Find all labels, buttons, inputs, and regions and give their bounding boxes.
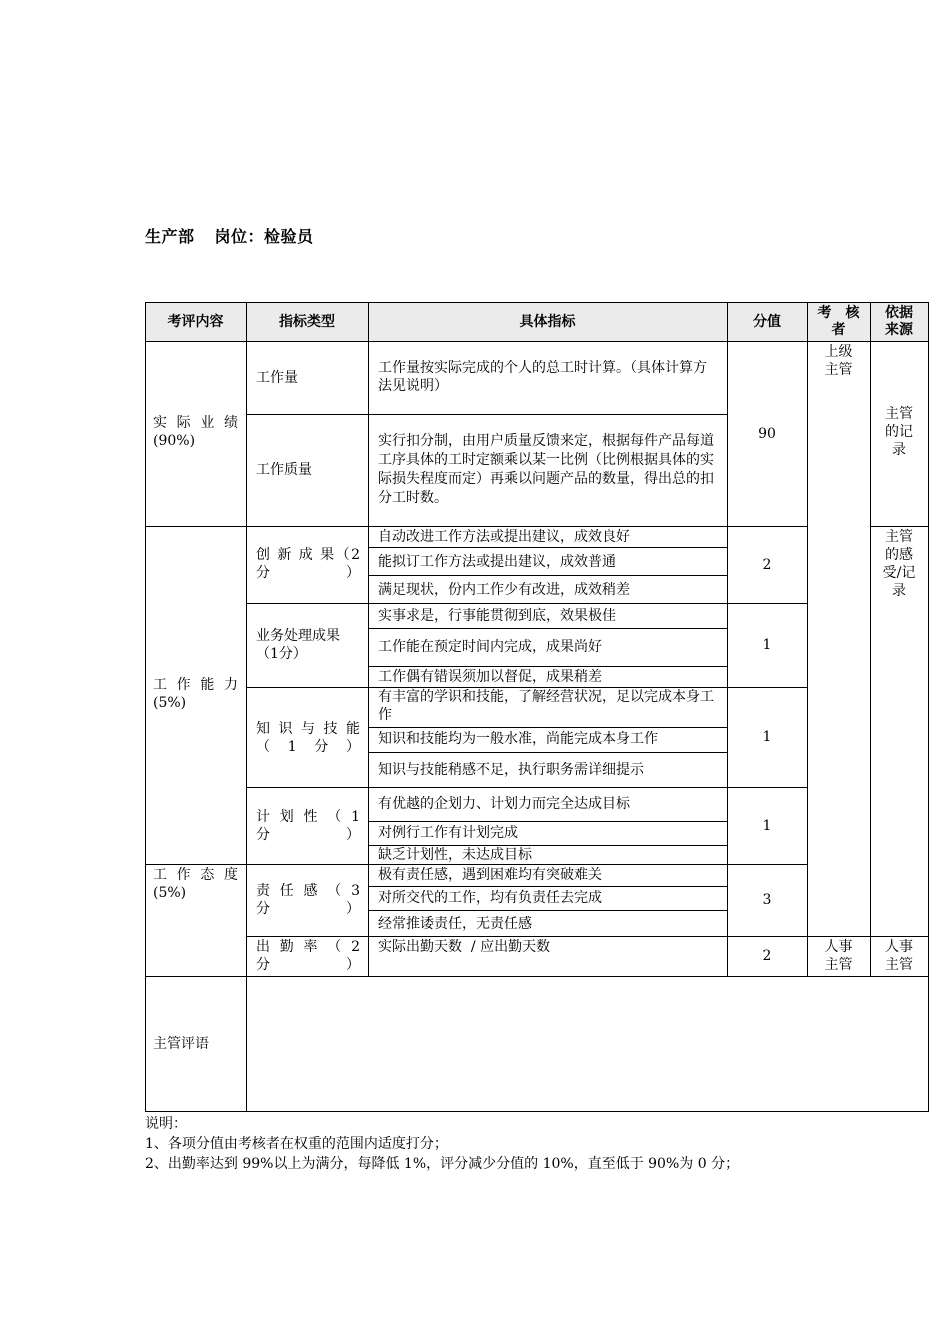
assessor-attendance: 人事主管	[824, 939, 853, 973]
grid-line	[246, 687, 807, 688]
basis-attendance: 人事主管	[885, 939, 913, 973]
grid-line	[145, 302, 146, 1112]
indicator-responsibility-2: 对所交代的工作，均有负责任去完成	[378, 890, 602, 906]
grid-line	[870, 302, 871, 976]
score-planning: 1	[762, 817, 772, 834]
grid-line	[368, 727, 727, 728]
indicator-workload: 工作量按实际完成的个人的总工时计算。（具体计算方法见说明）	[378, 360, 707, 394]
grid-line	[145, 864, 807, 865]
grid-line	[368, 886, 727, 887]
section-performance-label: 实 际 业 绩 (90%)	[153, 415, 238, 449]
indicator-knowledge-2: 知识和技能均为一般水准，尚能完成本身工作	[378, 731, 658, 747]
score-attendance: 2	[762, 948, 772, 964]
grid-line	[368, 845, 727, 846]
grid-line	[246, 787, 807, 788]
indicator-planning-3: 缺乏计划性，未达成目标	[378, 847, 532, 863]
grid-line	[145, 526, 807, 527]
notes-label: 说明：	[145, 1116, 187, 1132]
score-business: 1	[762, 637, 772, 653]
section-attitude	[145, 864, 246, 976]
grid-line	[246, 936, 929, 937]
notes	[145, 1114, 739, 1174]
indicator-responsibility-3: 经常推诿责任，无责任感	[378, 916, 532, 932]
grid-line	[145, 976, 929, 977]
grid-line	[368, 547, 727, 548]
type-quality: 工作质量	[256, 462, 312, 478]
comment-area	[246, 976, 928, 1111]
type-innovation-label: 创 新 成 果（2分）	[256, 547, 360, 581]
indicator-quality: 实行扣分制，由用户质量反馈来定，根据每件产品每道工序具体的工时定额乘以某一比例（比例根据具体的实际损失程度而定）再乘以问题产品的数量，得出总的扣分工时数。	[378, 433, 714, 506]
grid-line	[368, 666, 727, 667]
section-comment-label: 主管评语	[153, 1035, 209, 1052]
indicator-knowledge-3: 知识与技能稍感不足，执行职务需详细提示	[378, 762, 644, 778]
note-item: 1、各项分值由考核者在权重的范围内适度打分；	[145, 1136, 448, 1152]
indicator-business-3: 工作偶有错误须加以督促，成果稍差	[378, 669, 602, 685]
section-ability	[145, 526, 246, 864]
grid-line	[807, 302, 808, 976]
indicator-innovation-2: 能拟订工作方法或提出建议，成效普通	[378, 554, 616, 570]
assessor-main: 上级主管	[824, 344, 853, 378]
indicator-innovation-3: 满足现状，份内工作少有改进，成效稍差	[378, 582, 630, 598]
position-label: 岗位：检验员	[214, 227, 314, 246]
type-responsibility-label: 责 任 感 （ 3 分）	[256, 883, 360, 917]
indicator-knowledge-1: 有丰富的学识和技能，了解经营状况，足以完成本身工作	[378, 689, 714, 723]
indicator-business-2: 工作能在预定时间内完成，成果尚好	[378, 639, 602, 655]
basis-performance: 主管的记录	[885, 406, 913, 458]
grid-line	[368, 752, 727, 753]
indicator-innovation-1: 自动改进工作方法或提出建议，成效良好	[378, 529, 630, 545]
header-content: 考评内容	[145, 302, 246, 341]
section-performance	[145, 341, 246, 526]
score-knowledge: 1	[762, 729, 772, 745]
grid-line	[368, 821, 727, 822]
note-item: 2、出勤率达到 99%以上为满分，每降低 1%，评分减少分值的 10%，直至低于 90%为 0 分；	[145, 1156, 740, 1172]
grid-line	[246, 603, 807, 604]
type-business-label: 业务处理成果（1分）	[256, 628, 340, 662]
header-indicator: 具体指标	[368, 302, 727, 341]
type-attendance	[246, 936, 368, 976]
grid-line	[727, 302, 728, 976]
grid-line	[928, 302, 929, 1112]
type-attendance-label: 出 勤 率 （ 2 分）	[256, 939, 360, 973]
type-business	[246, 603, 368, 687]
type-planning	[246, 787, 368, 864]
score-responsibility: 3	[762, 892, 772, 908]
basis-ability: 主管的感受/记录	[882, 529, 916, 599]
section-ability-label: 工 作 能 力 (5%)	[153, 677, 238, 711]
indicator-planning-1: 有优越的企划力、计划力而完全达成目标	[378, 796, 630, 812]
grid-line	[246, 302, 247, 1112]
grid-line	[145, 302, 929, 303]
header-type: 指标类型	[246, 302, 368, 341]
grid-line	[368, 628, 727, 629]
department-label: 生产部	[145, 227, 195, 246]
type-innovation	[246, 526, 368, 603]
type-planning-label: 计 划 性 （ 1 分）	[256, 809, 360, 843]
grid-line	[368, 910, 727, 911]
type-knowledge	[246, 687, 368, 787]
indicator-planning-2: 对例行工作有计划完成	[378, 825, 518, 841]
grid-line	[145, 341, 929, 342]
grid-line	[870, 526, 929, 527]
grid-line	[368, 575, 727, 576]
type-responsibility	[246, 864, 368, 936]
header-basis: 依据来源	[870, 302, 928, 341]
grid-line	[368, 302, 369, 976]
grid-line	[145, 1111, 929, 1112]
header-assessor: 考 核者	[807, 302, 870, 341]
grid-line	[246, 414, 727, 415]
type-workload: 工作量	[256, 369, 298, 386]
header-score: 分值	[727, 302, 807, 341]
score-innovation: 2	[762, 556, 772, 573]
score-performance: 90	[758, 425, 776, 442]
section-attitude-label: 工 作 态 度 (5%)	[153, 867, 238, 901]
type-knowledge-label: 知 识 与 技 能（1分）	[256, 721, 360, 755]
section-comment	[145, 976, 246, 1111]
indicator-attendance: 实际出勤天数 / 应出勤天数	[378, 939, 551, 955]
indicator-responsibility-1: 极有责任感，遇到困难均有突破难关	[378, 867, 602, 883]
indicator-business-1: 实事求是，行事能贯彻到底，效果极佳	[378, 608, 616, 624]
